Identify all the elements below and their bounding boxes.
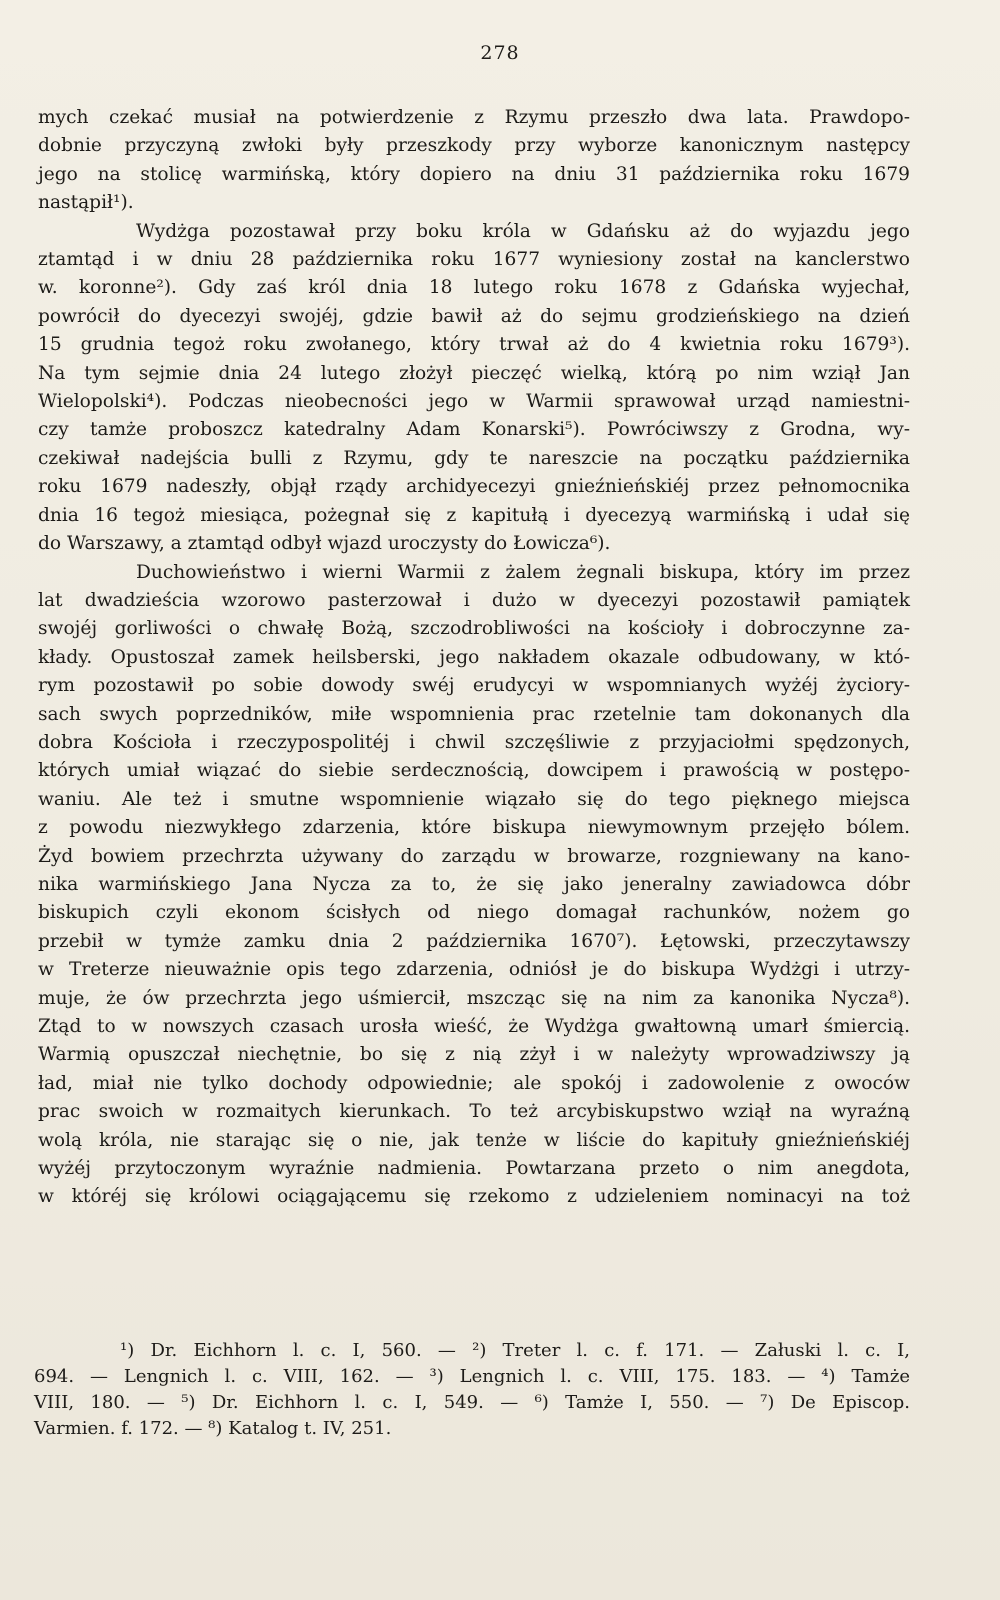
text-line: Żyd bowiem przechrzta używany do zarządu w browarze, rozgniewany na kano- (38, 845, 910, 867)
text-line: Wielopolski⁴). Podczas nieobecności jego w Warmii sprawował urząd namiestni- (38, 391, 910, 413)
text-line: z powodu niezwykłego zdarzenia, które biskupa niewymownym przejęło bólem. (38, 817, 910, 839)
text-line: Duchowieństwo i wierni Warmii z żalem żegnali biskupa, który im przez (136, 561, 910, 583)
body-text (38, 104, 910, 1212)
text-line: nika warmińskiego Jana Nycza za to, że się jako jeneralny zawiadowca dóbr (38, 873, 910, 895)
text-line: powrócił do dyecezyi swojéj, gdzie bawił aż do sejmu grodzieńskiego na dzień (38, 305, 910, 327)
text-line: do Warszawy, a ztamtąd odbył wjazd uroczysty do Łowicza⁶). (38, 533, 611, 555)
text-line: przebił w tymże zamku dnia 2 października 1670⁷). Łętowski, przeczytawszy (38, 930, 910, 952)
text-line: których umiał wiązać do siebie serdecznością, dowcipem i prawością w postępo- (38, 760, 910, 782)
text-line: czy tamże proboszcz katedralny Adam Konarski⁵). Powróciwszy z Grodna, wy- (38, 419, 910, 441)
text-line: kłady. Opustoszał zamek heilsberski, jego nakładem okazale odbudowany, w któ- (38, 646, 910, 668)
text-line: dobnie przyczyną zwłoki były przeszkody przy wyborze kanonicznym następcy (38, 135, 910, 157)
text-line: Ztąd to w nowszych czasach urosła wieść, że Wydżga gwałtowną umarł śmiercią. (38, 1016, 910, 1037)
text-line: jego na stolicę warmińską, który dopiero na dniu 31 października roku 1679 (38, 163, 910, 185)
text-line: ład, miał nie tylko dochody odpowiednie; ale spokój i zadowolenie z owoców (38, 1072, 910, 1094)
footnote-line: ¹) Dr. Eichhorn l. c. I, 560. — ²) Treter l. c. f. 171. — Załuski l. c. I, (120, 1340, 910, 1361)
text-line: w któréj się królowi ociągającemu się rzekomo z udzieleniem nominacyi na toż (38, 1186, 910, 1208)
text-line: mych czekać musiał na potwierdzenie z Rzymu przeszło dwa lata. Prawdopo- (38, 107, 910, 128)
text-line: sach swych poprzedników, miłe wspomnienia prac rzetelnie tam dokonanych dla (38, 703, 910, 725)
text-line: dobra Kościoła i rzeczypospolitéj i chwil szczęśliwie z przyjaciołmi spędzonych, (38, 731, 910, 753)
text-line: rym pozostawił po sobie dowody swéj erudycyi w wspomnianych wyżéj życiory- (38, 675, 910, 697)
text-line: w Treterze nieuważnie opis tego zdarzenia, odniósł je do biskupa Wydżgi i utrzy- (38, 959, 910, 981)
text-line: roku 1679 nadeszły, objął rządy archidyecezyi gnieźnieńskiéj przez pełnomocnika (38, 476, 910, 498)
text-line: nastąpił¹). (38, 192, 134, 214)
footnotes (34, 1338, 910, 1442)
text-line: wyżéj przytoczonym wyraźnie nadmienia. Powtarzana przeto o nim anegdota, (38, 1158, 910, 1180)
text-line: lat dwadzieścia wzorowo pasterzował i dużo w dyecezyi pozostawił pamiątek (38, 589, 910, 611)
text-line: 15 grudnia tegoż roku zwołanego, który trwał aż do 4 kwietnia roku 1679³). (38, 334, 910, 356)
text-line: prac swoich w rozmaitych kierunkach. To też arcybiskupstwo wziął na wyraźną (38, 1101, 910, 1123)
text-line: Na tym sejmie dnia 24 lutego złożył pieczęć wielką, którą po nim wziął Jan (38, 362, 910, 384)
footnote-line: 694. — Lengnich l. c. VIII, 162. — ³) Lengnich l. c. VIII, 175. 183. — ⁴) Tamże (34, 1366, 910, 1387)
text-line: w. koronne²). Gdy zaś król dnia 18 lutego roku 1678 z Gdańska wyjechał, (38, 277, 910, 299)
text-line: ztamtąd i w dniu 28 października roku 1677 wyniesiony został na kanclerstwo (38, 249, 910, 271)
footnote-line: VIII, 180. — ⁵) Dr. Eichhorn l. c. I, 549. — ⁶) Tamże I, 550. — ⁷) De Episcop. (34, 1392, 910, 1413)
text-line: Warmią opuszczał niechętnie, bo się z nią zżył i w należyty wprowadziwszy ją (38, 1044, 910, 1066)
page-number: 278 (480, 42, 520, 64)
text-line: wolą króla, nie starając się o nie, jak tenże w liście do kapituły gnieźnieńskiéj (38, 1129, 910, 1151)
text-line: waniu. Ale też i smutne wspomnienie wiązało się do tego pięknego miejsca (38, 788, 910, 810)
text-line: swojéj gorliwości o chwałę Bożą, szczodrobliwości na kościoły i dobroczynne za- (38, 618, 910, 640)
text-line: czekiwał nadejścia bulli z Rzymu, gdy te nareszcie na początku października (38, 447, 910, 469)
text-line: dnia 16 tegoż miesiąca, pożegnał się z kapitułą i dyecezyą warmińską i udał się (38, 504, 910, 526)
footnote-line: Varmien. f. 172. — ⁸) Katalog t. IV, 251. (34, 1418, 392, 1439)
text-line: Wydżga pozostawał przy boku króla w Gdańsku aż do wyjazdu jego (136, 220, 910, 242)
text-line: biskupich czyli ekonom ścisłych od niego domagał rachunków, nożem go (38, 902, 910, 924)
text-line: muje, że ów przechrzta jego uśmiercił, mszcząc się na nim za kanonika Nycza⁸). (38, 987, 910, 1009)
